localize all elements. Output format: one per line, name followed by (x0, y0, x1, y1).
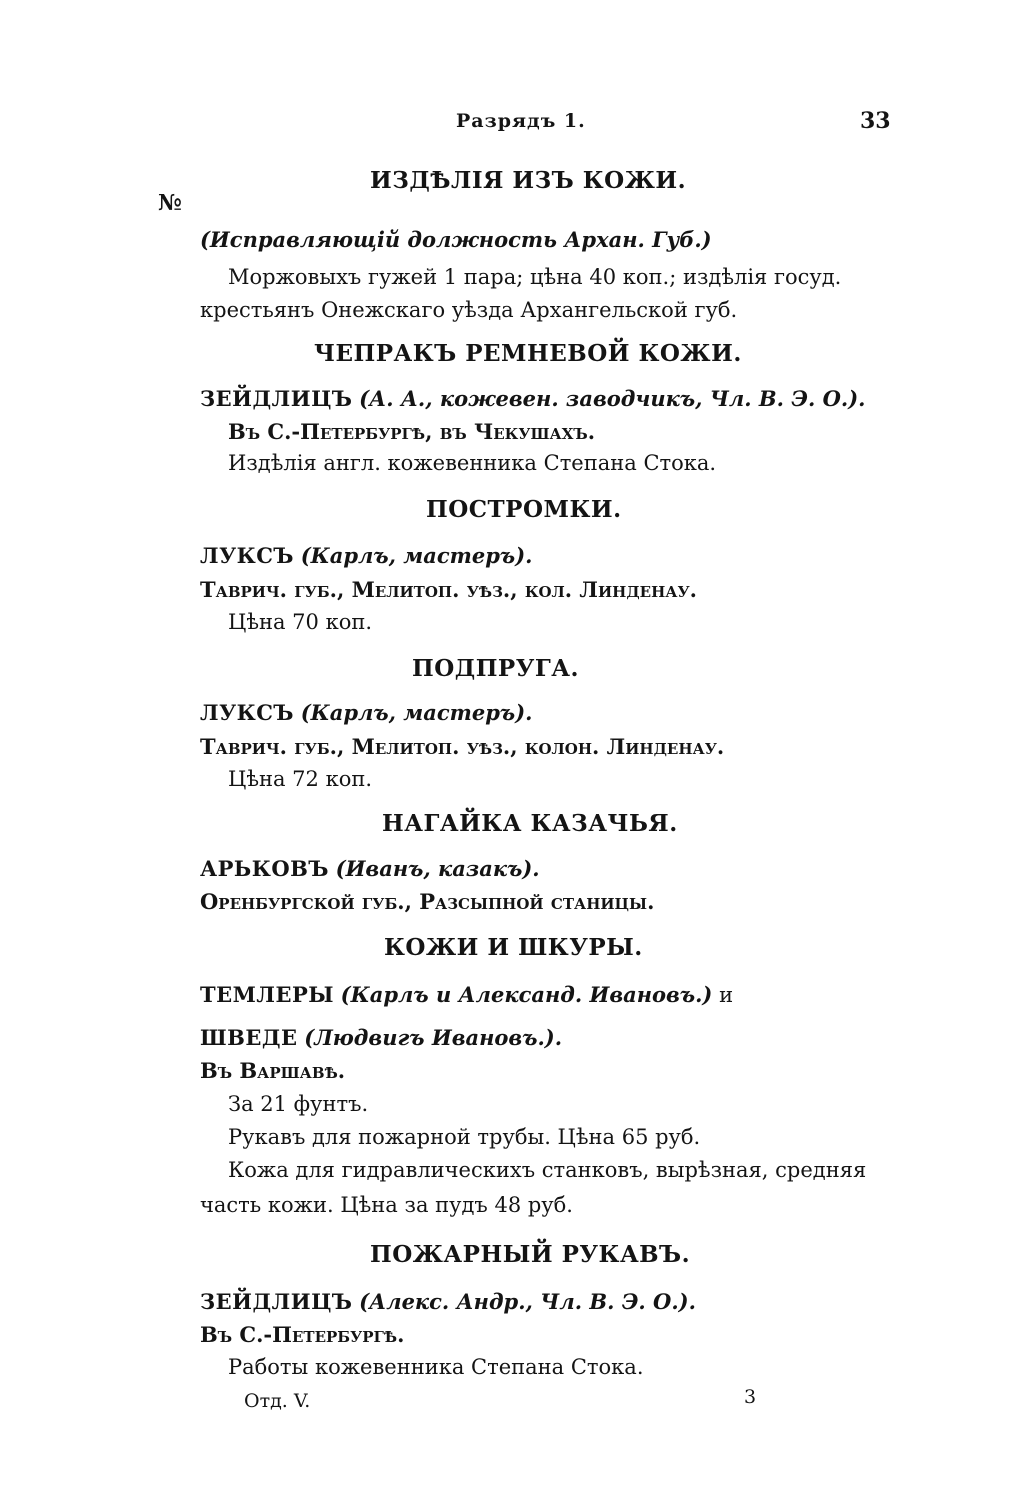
section-heading: ПОДПРУГА. (412, 655, 580, 682)
text-line: Въ С.-Петербургѣ. (200, 1322, 405, 1347)
section-heading: ЧЕПРАКЪ РЕМНЕВОЙ КОЖИ. (314, 340, 742, 367)
text-line: Издѣлія англ. кожевенника Степана Стока. (228, 451, 717, 475)
exhibitor-name: ЗЕЙДЛИЦЪ (200, 386, 353, 411)
exhibitor-name: ШВЕДЕ (200, 1025, 298, 1050)
text-line: Кожа для гидравлическихъ станковъ, вырѣзная, средняя (228, 1158, 867, 1182)
text-line: Оренбургской губ., Разсыпной станицы. (200, 889, 655, 914)
text-line: часть кожи. Цѣна за пудъ 48 руб. (200, 1193, 573, 1217)
exhibitor-details: (А. А., кожевен. заводчикъ, Чл. В. Э. О.). (359, 386, 866, 411)
text-line: Цѣна 72 коп. (228, 767, 373, 791)
exhibitor-details: (Карлъ, мастеръ). (300, 543, 533, 568)
conjunction: и (719, 983, 734, 1007)
exhibitor-details: (Алекс. Андр., Чл. В. Э. О.). (359, 1289, 696, 1314)
exhibitor-name: ТЕМЛЕРЫ (200, 982, 334, 1007)
text-line: Цѣна 70 коп. (228, 610, 373, 634)
exhibitor-details: (Людвигъ Ивановъ.). (304, 1025, 563, 1050)
signature-mark: 3 (744, 1386, 757, 1408)
exhibitor-details: (Карлъ и Александ. Ивановъ.) (340, 982, 713, 1007)
exhibitor-name: ЛУКСЪ (200, 700, 295, 725)
text-line: Таврич. губ., Мелитоп. уѣз., колон. Линденау. (200, 734, 725, 759)
running-title: Разрядъ 1. (456, 110, 586, 132)
text-line: Моржовыхъ гужей 1 пара; цѣна 40 коп.; издѣлія госуд. (228, 265, 842, 289)
exhibitor-entry (200, 543, 532, 568)
text-line: Работы кожевенника Степана Стока. (228, 1355, 644, 1379)
exhibitor-entry (200, 982, 733, 1007)
text-line: За 21 фунтъ. (228, 1092, 369, 1116)
page-number: 33 (860, 108, 891, 134)
section-heading: ПОЖАРНЫЙ РУКАВЪ. (370, 1241, 691, 1268)
exhibitor-name: ЛУКСЪ (200, 543, 295, 568)
text-line: Въ С.-Петербургѣ, въ Чекушахъ. (228, 419, 596, 444)
number-sign: № (158, 190, 182, 216)
section-heading: НАГАЙКА КАЗАЧЬЯ. (382, 810, 678, 837)
text-line: Въ Варшавѣ. (200, 1058, 346, 1083)
section-heading: КОЖИ И ШКУРЫ. (384, 934, 643, 961)
exhibitor-details: (Карлъ, мастеръ). (300, 700, 533, 725)
text-line: (Исправляющій должность Архан. Губ.) (200, 227, 712, 252)
exhibitor-entry (200, 386, 865, 411)
exhibitor-entry (200, 1025, 562, 1050)
exhibitor-entry (200, 700, 532, 725)
exhibitor-details: (Иванъ, казакъ). (335, 856, 540, 881)
text-line: Рукавъ для пожарной трубы. Цѣна 65 руб. (228, 1125, 701, 1149)
text-line: крестьянъ Онежскаго уѣзда Архангельской губ. (200, 298, 738, 322)
exhibitor-entry (200, 1289, 696, 1314)
exhibitor-entry (200, 856, 540, 881)
section-mark: Отд. V. (244, 1390, 311, 1412)
exhibitor-name: АРЬКОВЪ (200, 856, 329, 881)
text-line: Таврич. губ., Мелитоп. уѣз., кол. Линденау. (200, 577, 697, 602)
exhibitor-name: ЗЕЙДЛИЦЪ (200, 1289, 353, 1314)
section-heading: ИЗДѢЛІЯ ИЗЪ КОЖИ. (370, 167, 687, 194)
section-heading: ПОСТРОМКИ. (426, 496, 622, 523)
